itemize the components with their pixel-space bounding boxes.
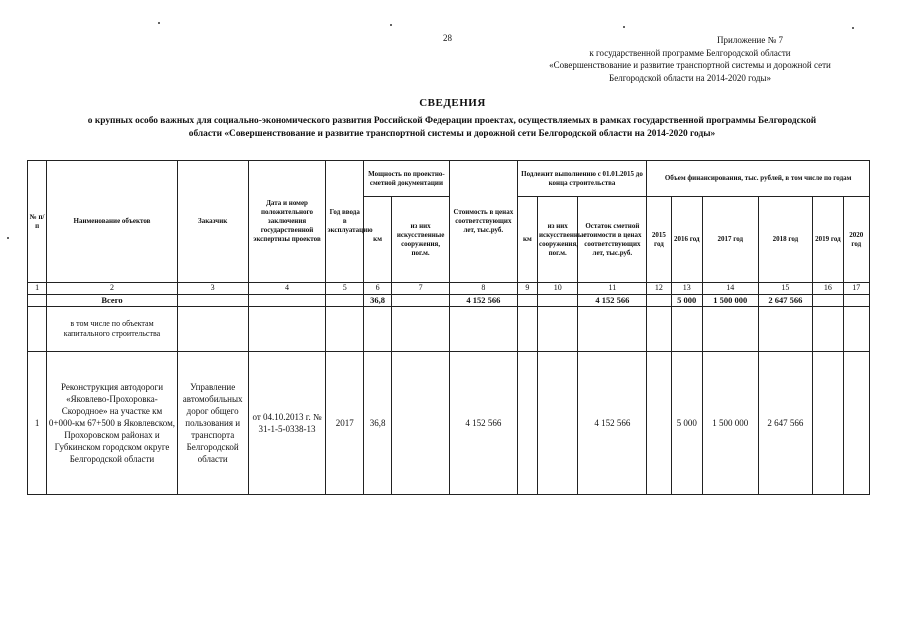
header-capacity-art: из них искусственные сооружения, пог.м. [392, 197, 450, 283]
row-expertise: от 04.10.2013 г. № 31-1-5-0338-13 [248, 352, 326, 495]
scan-speck [852, 27, 854, 29]
total-2016: 5 000 [671, 295, 702, 307]
scan-speck [7, 237, 9, 239]
total-2017: 1 500 000 [702, 295, 758, 307]
subtitle-line-1: о крупных особо важных для социально-экономического развития Российской Федерации проектах, осуществляемых в рамках государственной программы Белгородской [87, 116, 817, 126]
total-label: Всего [47, 295, 178, 307]
header-name: Наименование объектов [47, 161, 178, 283]
header-cost: Стоимость в ценах соответствующих лет, тыс.руб. [449, 161, 517, 283]
column-number: 12 [647, 283, 671, 295]
appendix-line-2: к государственной программе Белгородской области [589, 47, 791, 58]
header-customer: Заказчик [177, 161, 248, 283]
header-year-2019: 2019 год [813, 197, 843, 283]
scan-speck [390, 24, 392, 26]
row-2017: 1 500 000 [702, 352, 758, 495]
header-remaining-km: км [517, 197, 537, 283]
column-number: 9 [517, 283, 537, 295]
column-number: 1 [28, 283, 47, 295]
row-cost: 4 152 566 [449, 352, 517, 495]
page-number: 28 [443, 33, 452, 43]
column-number: 17 [843, 283, 869, 295]
column-number: 8 [449, 283, 517, 295]
projects-table [27, 160, 870, 495]
subtitle-line-2: области «Совершенствование и развитие транспортной системы и дорожной сети Белгородской области на 2014-2020 годы» [188, 129, 716, 139]
column-number: 6 [363, 283, 391, 295]
section-label: в том числе по объектам капитального строительства [47, 307, 178, 352]
scan-speck [158, 22, 160, 24]
header-year-2015: 2015 год [647, 197, 671, 283]
header-expertise: Дата и номер положительного заключения государственной экспертизы проектов [248, 161, 326, 283]
column-number-row [28, 283, 870, 295]
total-remaining-cost: 4 152 566 [578, 295, 647, 307]
total-cost: 4 152 566 [449, 295, 517, 307]
header-year-2018: 2018 год [758, 197, 813, 283]
column-number: 11 [578, 283, 647, 295]
column-number: 13 [671, 283, 702, 295]
column-number: 3 [177, 283, 248, 295]
row-customer: Управление автомобильных дорог общего пользования и транспорта Белгородской области [177, 352, 248, 495]
header-remaining-cost: Остаток сметной стоимости в ценах соответствующих лет, тыс.руб. [578, 197, 647, 283]
total-row [28, 295, 870, 307]
appendix-line-3: «Совершенствование и развитие транспортной системы и дорожной сети [549, 60, 831, 70]
row-name: Реконструкция автодороги «Яковлево-Прохоровка-Скородное» на участке км 0+000-км 67+500 в Яковлевском, Прохоровском районах и Губкинском городском округе Белгородской области [47, 352, 178, 495]
column-number: 16 [813, 283, 843, 295]
total-km: 36,8 [363, 295, 391, 307]
header-year-2017: 2017 год [702, 197, 758, 283]
row-2018: 2 647 566 [758, 352, 813, 495]
document-subtitle [22, 115, 882, 141]
row-num: 1 [28, 352, 47, 495]
header-year-2020: 2020 год [843, 197, 869, 283]
header-year-2016: 2016 год [671, 197, 702, 283]
row-km: 36,8 [363, 352, 391, 495]
section-row [28, 307, 870, 352]
document-title: СВЕДЕНИЯ [419, 97, 486, 109]
appendix-line-1: Приложение № 7 [717, 35, 783, 45]
column-number: 4 [248, 283, 326, 295]
header-capacity-km: км [363, 197, 391, 283]
appendix-line-4: Белгородской области на 2014-2020 годы» [609, 72, 771, 83]
row-2016: 5 000 [671, 352, 702, 495]
column-number: 2 [47, 283, 178, 295]
total-num [28, 295, 47, 307]
header-year: Год ввода в эксплуатацию [326, 161, 363, 283]
header-financing: Объем финансирования, тыс. рублей, в том числе по годам [647, 161, 870, 197]
column-number: 5 [326, 283, 363, 295]
header-remaining-art: из них искусственные сооружения, пог.м. [537, 197, 577, 283]
header-capacity: Мощность по проектно-сметной документации [363, 161, 449, 197]
column-number: 7 [392, 283, 450, 295]
row-year: 2017 [326, 352, 363, 495]
column-number: 15 [758, 283, 813, 295]
column-number: 10 [537, 283, 577, 295]
header-remaining: Подлежит выполнению с 01.01.2015 до конца строительства [517, 161, 647, 197]
row-remaining-cost: 4 152 566 [578, 352, 647, 495]
header-num: № п/п [28, 161, 47, 283]
table-row [28, 352, 870, 495]
scan-speck [623, 26, 625, 28]
appendix-note [520, 34, 860, 84]
total-2018: 2 647 566 [758, 295, 813, 307]
column-number: 14 [702, 283, 758, 295]
